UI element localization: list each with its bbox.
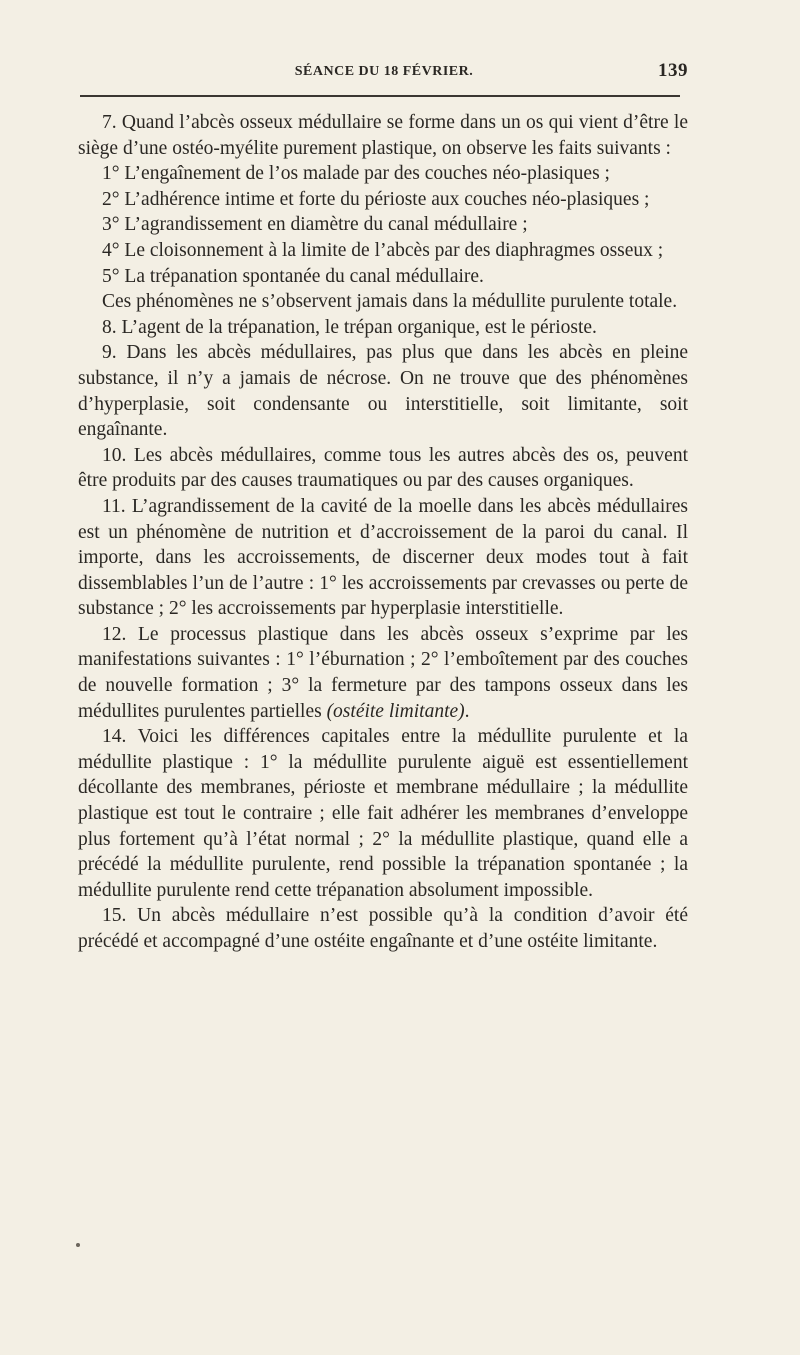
list-item-1: 1° L’engaînement de l’os malade par des couches néo-plasiques ; — [102, 163, 610, 185]
list-item-5: 5° La trépanation spontanée du canal médullaire. — [102, 265, 484, 287]
paragraph-8: 8. L’agent de la trépanation, le trépan organique, est le périoste. — [102, 316, 597, 338]
paragraph-12-italic: (ostéite limitante) — [326, 700, 465, 722]
paragraph-11: 11. L’agrandissement de la cavité de la moelle dans les abcès médullaires est un phénomène de nutrition et d’accroissement de la paroi du canal. Il importe, dans les accroissements, de discerner deux modes tout à fait dissemblables l’un de l’autre : 1° les accroissements par crevasses ou perte de substance ; 2° les accroissements par hyperplasie interstitielle. — [78, 495, 688, 620]
stray-ink-dot — [76, 1243, 80, 1247]
paragraph-12-text: 12. Le processus plastique dans les abcès osseux s’exprime par les manifestations suivantes : 1° l’éburnation ; 2° l’emboîtement par des couches de nouvelle formation ; 3° la fermeture par des tampons osseux dans les médullites purulentes partielles — [78, 623, 688, 722]
running-head: SÉANCE DU 18 FÉVRIER. — [294, 64, 474, 79]
list-item-3: 3° L’agrandissement en diamètre du canal médullaire ; — [102, 214, 528, 236]
list-item-4: 4° Le cloisonnement à la limite de l’abcès par des diaphragmes osseux ; — [102, 239, 664, 261]
paragraph-12 — [78, 622, 688, 724]
paragraph-7: 7. Quand l’abcès osseux médullaire se forme dans un os qui vient d’être le siège d’une ostéo-myélite purement plastique, on observe les faits suivants : — [78, 112, 688, 159]
paragraph-9: 9. Dans les abcès médullaires, pas plus que dans les abcès en pleine substance, il n’y a jamais de nécrose. On ne trouve que des phénomènes d’hyperplasie, soit condensante ou interstitielle, soit limitante, soit engaînante. — [78, 342, 688, 441]
paragraph-note: Ces phénomènes ne s’observent jamais dans la médullite purulente totale. — [102, 291, 678, 313]
paragraph-14: 14. Voici les différences capitales entre la médullite purulente et la médullite plastique : 1° la médullite purulente aiguë est essentiellement décollante des membranes, périoste et membrane médullaire ; la médullite plastique est tout le contraire ; elle fait adhérer les membranes d’enveloppe plus fortement qu’à l’état normal ; 2° la médullite plastique, quand elle a précédé la médullite purulente, rend possible la trépanation spontanée ; la médullite purulente rend cette trépanation absolument impossible. — [78, 726, 688, 901]
body-text — [78, 110, 688, 955]
page-header — [80, 60, 688, 86]
paragraph-10: 10. Les abcès médullaires, comme tous les autres abcès des os, peuvent être produits par des causes traumatiques ou par des causes organiques. — [78, 444, 688, 492]
list-item-2: 2° L’adhérence intime et forte du périoste aux couches néo-plasiques ; — [102, 188, 650, 210]
paragraph-15: 15. Un abcès médullaire n’est possible qu’à la condition d’avoir été précédé et accompagné d’une ostéite engaînante et d’une ostéite limitante. — [78, 905, 688, 952]
header-rule — [80, 95, 680, 97]
paragraph-12-end: . — [464, 700, 470, 722]
page-number: 139 — [658, 60, 688, 81]
